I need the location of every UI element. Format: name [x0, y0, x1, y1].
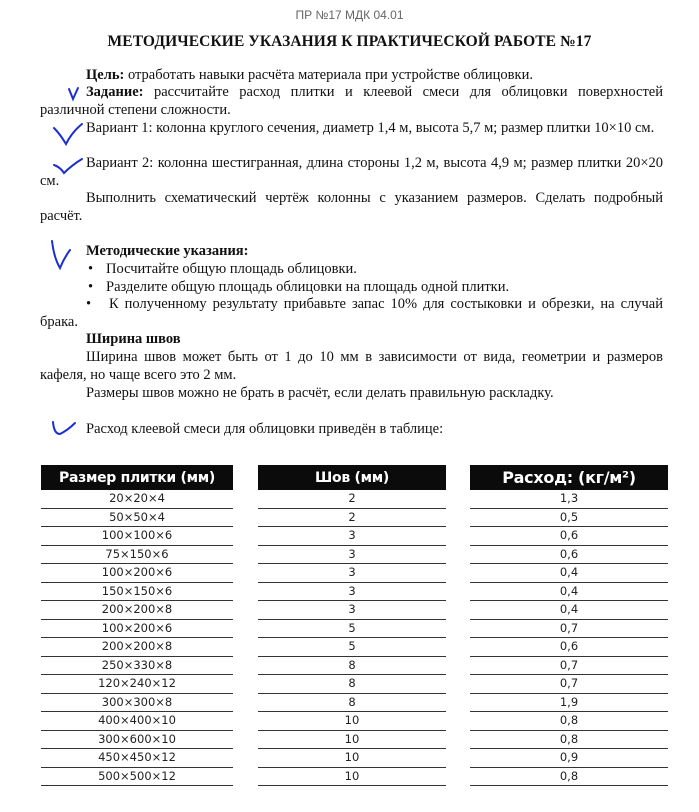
table-cell: 8	[258, 657, 446, 676]
table-cell: 2	[258, 490, 446, 509]
table-cell: 8	[258, 675, 446, 694]
table-cell: 100×100×6	[41, 527, 233, 546]
method-heading: Методические указания:	[86, 243, 249, 259]
table-cell: 20×20×4	[41, 490, 233, 509]
table-cell: 100×200×6	[41, 564, 233, 583]
table-cell: 0,4	[470, 564, 668, 583]
checkmark-icon	[52, 122, 84, 148]
table-cell: 3	[258, 583, 446, 602]
table-cell: 200×200×8	[41, 601, 233, 620]
table-cell: 200×200×8	[41, 638, 233, 657]
table-cell: 0,8	[470, 768, 668, 787]
variant-2: Вариант 2: колонна шестигранная, длина стороны 1,2 м, высота 4,9 м; размер плитки 20×20 см.	[40, 155, 663, 189]
task-paragraph	[40, 84, 663, 119]
table-cell: 0,8	[470, 731, 668, 750]
document-header: ПР №17 МДК 04.01	[295, 8, 404, 22]
list-item	[40, 296, 663, 331]
task-text: рассчитайте расход плитки и клеевой смеси для облицовки поверхностей различной степени сложности.	[40, 84, 663, 118]
table-cell: 3	[258, 546, 446, 565]
table-header-tile-size: Размер плитки (мм)	[41, 465, 233, 490]
table-cell: 250×330×8	[41, 657, 233, 676]
table-column-seam	[258, 465, 446, 786]
goal-paragraph	[40, 67, 663, 85]
table-cell: 0,6	[470, 546, 668, 565]
instruction-paragraph: Выполнить схематический чертёж колонны с указанием размеров. Сделать подробный расчёт.	[40, 190, 663, 224]
list-item	[40, 279, 663, 297]
table-column-consumption	[470, 465, 668, 786]
table-intro: Расход клеевой смеси для облицовки приведён в таблице:	[86, 421, 444, 437]
table-cell: 0,5	[470, 509, 668, 528]
table-cell: 2	[258, 509, 446, 528]
table-cell: 0,7	[470, 620, 668, 639]
checkmark-icon	[48, 238, 74, 272]
table-cell: 1,3	[470, 490, 668, 509]
table-cell: 450×450×12	[41, 749, 233, 768]
table-column-tile-size	[41, 465, 233, 786]
variant-1: Вариант 1: колонна круглого сечения, диаметр 1,4 м, высота 5,7 м; размер плитки 10×10 см.	[86, 120, 655, 136]
bullet-text: Разделите общую площадь облицовки на площадь одной плитки.	[106, 278, 510, 295]
page-title: МЕТОДИЧЕСКИЕ УКАЗАНИЯ К ПРАКТИЧЕСКОЙ РАБОТЕ №17	[107, 33, 592, 50]
seams-paragraph-2: Размеры швов можно не брать в расчёт, если делать правильную раскладку.	[86, 385, 554, 401]
table-header-consumption: Расход: (кг/м²)	[470, 465, 668, 490]
table-cell: 8	[258, 694, 446, 713]
goal-label: Цель:	[86, 67, 125, 83]
table-cell: 0,4	[470, 583, 668, 602]
table-cell: 0,9	[470, 749, 668, 768]
list-item	[40, 261, 663, 279]
table-cell: 10	[258, 768, 446, 787]
table-cell: 50×50×4	[41, 509, 233, 528]
table-cell: 150×150×6	[41, 583, 233, 602]
table-cell: 10	[258, 712, 446, 731]
task-label: Задание:	[86, 84, 144, 100]
bullet-icon: •	[88, 261, 94, 277]
table-cell: 0,6	[470, 527, 668, 546]
table-cell: 10	[258, 731, 446, 750]
bullet-text: К полученному результату прибавьте запас 10% для состыковки и обрезки, на случай брака.	[40, 296, 663, 330]
table-cell: 5	[258, 638, 446, 657]
table-cell: 100×200×6	[41, 620, 233, 639]
goal-text: отработать навыки расчёта материала при устройстве облицовки.	[124, 67, 533, 83]
table-cell: 3	[258, 564, 446, 583]
table-cell: 10	[258, 749, 446, 768]
table-cell: 500×500×12	[41, 768, 233, 787]
checkmark-icon	[50, 418, 78, 440]
table-cell: 1,9	[470, 694, 668, 713]
bullet-text: Посчитайте общую площадь облицовки.	[106, 261, 357, 277]
table-cell: 0,8	[470, 712, 668, 731]
table-header-seam: Шов (мм)	[258, 465, 446, 490]
bullet-icon: •	[86, 296, 92, 312]
table-cell: 120×240×12	[41, 675, 233, 694]
seams-heading: Ширина швов	[86, 331, 181, 347]
seams-paragraph-1: Ширина швов может быть от 1 до 10 мм в зависимости от вида, геометрии и размеров кафеля, но чаще всего это 2 мм.	[40, 349, 663, 383]
checkmark-icon	[52, 157, 84, 177]
table-cell: 300×600×10	[41, 731, 233, 750]
table-cell: 0,7	[470, 657, 668, 676]
method-bullets	[40, 261, 663, 331]
table-cell: 75×150×6	[41, 546, 233, 565]
table-cell: 0,4	[470, 601, 668, 620]
table-cell: 0,6	[470, 638, 668, 657]
table-cell: 300×300×8	[41, 694, 233, 713]
table-cell: 400×400×10	[41, 712, 233, 731]
table-cell: 3	[258, 527, 446, 546]
table-cell: 5	[258, 620, 446, 639]
checkmark-icon	[67, 86, 81, 102]
bullet-icon: •	[88, 278, 94, 295]
table-cell: 3	[258, 601, 446, 620]
table-cell: 0,7	[470, 675, 668, 694]
